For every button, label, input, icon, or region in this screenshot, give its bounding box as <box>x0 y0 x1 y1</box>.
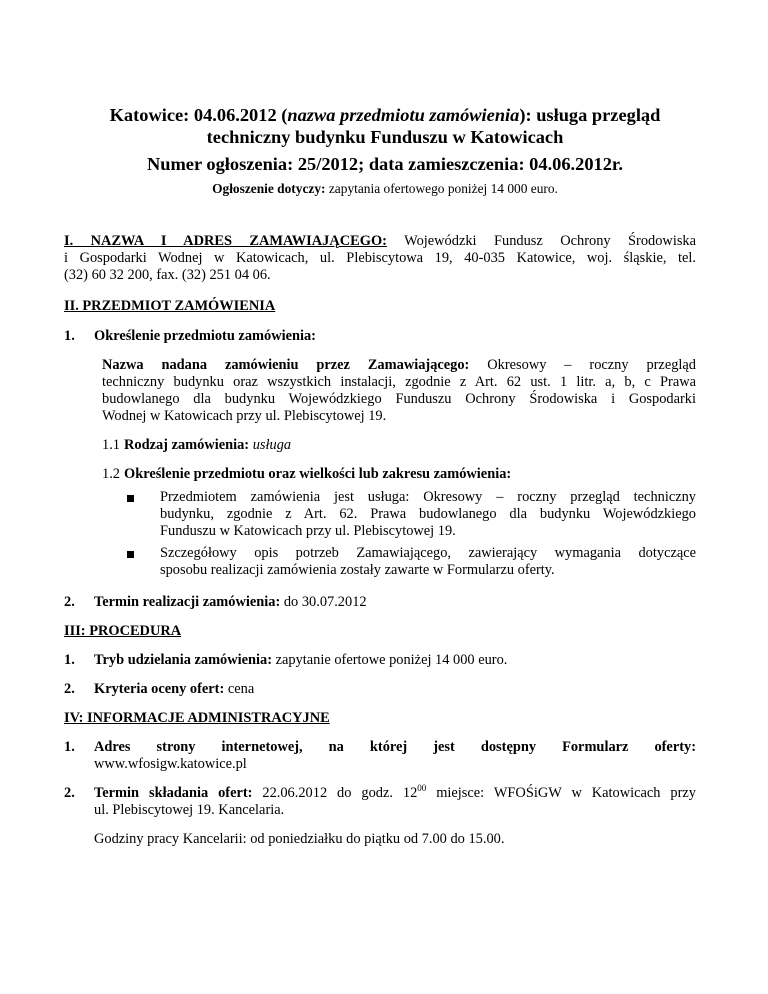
scope-bullet-2: Szczegółowy opis potrzeb Zamawiającego, zawierający wymagania dotyczące sposobu realizacji zamówienia zostały zawarte w Formularzu oferty. <box>160 545 696 578</box>
section-3-heading: III: PROCEDURA <box>64 623 182 639</box>
website-info: Adres strony internetowej, na której jest dostępny Formularz oferty: www.wfosigw.katowice.pl <box>94 739 696 772</box>
section-contracting-authority: I. NAZWA I ADRES ZAMAWIAJĄCEGO: Wojewódzki Fundusz Ochrony Środowiska i Gospodarki Wodnej w Katowicach, ul. Plebiscytowa 19, 40-035 Katowice, woj. śląskie, tel. (32) 60 32 200, fax. (32) 251 04 06. <box>64 233 697 283</box>
website-link[interactable]: www.wfosigw.katowice.pl <box>94 756 247 772</box>
order-name-paragraph: Nazwa nadana zamówieniu przez Zamawiającego: Okresowy – roczny przegląd techniczny budynku oraz wszystkich instalacji, zgodnie z Art. 62 ust. 1 litr. a, b, c Prawa budowlanego dla budynku Wojewódzkiego Funduszu Ochrony Środowiska i Gospodarki Wodnej w Katowicach przy ul. Plebiscytowej 19. <box>102 357 696 424</box>
scope-label: Określenie przedmiotu oraz wielkości lub zakresu zamówienia: <box>124 466 512 482</box>
page-title <box>76 104 694 148</box>
section-2-heading: II. PRZEDMIOT ZAMÓWIENIA <box>64 298 276 314</box>
list-number: 1. <box>64 652 75 668</box>
completion-date: Termin realizacji zamówienia: do 30.07.2012 <box>94 594 367 610</box>
list-number: 2. <box>64 785 75 801</box>
section-4-heading: IV: INFORMACJE ADMINISTRACYJNE <box>64 710 330 726</box>
order-type: Rodzaj zamówienia: usługa <box>124 437 292 453</box>
section-1-heading: I. NAZWA I ADRES ZAMAWIAJĄCEGO: <box>64 233 387 249</box>
submission-deadline: Termin składania ofert: 22.06.2012 do godz. $12^{00}$ miejsce: WFOŚiGW w Katowicach przy ul. Plebiscytowej 19. Kancelaria. <box>94 783 696 818</box>
list-number: 1.1 <box>102 437 120 453</box>
list-number: 2. <box>64 594 75 610</box>
title-line-1: Katowice: 04.06.2012 (nazwa przedmiotu zamówienia): usługa przegląd <box>109 105 661 125</box>
procedure-mode: Tryb udzielania zamówienia: zapytanie ofertowe poniżej 14 000 euro. <box>94 652 508 668</box>
subject-definition-label: Określenie przedmiotu zamówienia: <box>94 328 316 344</box>
evaluation-criteria: Kryteria oceny ofert: cena <box>94 681 255 697</box>
list-number: 1. <box>64 739 75 755</box>
bullet-icon <box>127 551 134 558</box>
announcement-number: Numer ogłoszenia: 25/2012; data zamieszczenia: 04.06.2012r. <box>146 154 624 174</box>
scope-bullet-1: Przedmiotem zamówienia jest usługa: Okresowy – roczny przegląd techniczny budynku, zgodnie z Art. 62. Prawa budowlanego dla budynku Wojewódzkiego Funduszu w Katowicach przy ul. Plebiscytowej 19. <box>160 489 696 539</box>
list-number: 2. <box>64 681 75 697</box>
title-line-2: techniczny budynku Funduszu w Katowicach <box>206 127 564 147</box>
list-number: 1.2 <box>102 466 120 482</box>
concerns-line: Ogłoszenie dotyczy: zapytania ofertowego poniżej 14 000 euro. <box>212 181 558 196</box>
list-number: 1. <box>64 328 75 344</box>
office-hours: Godziny pracy Kancelarii: od poniedziałku do piątku od 7.00 do 15.00. <box>94 831 505 847</box>
bullet-icon <box>127 495 134 502</box>
